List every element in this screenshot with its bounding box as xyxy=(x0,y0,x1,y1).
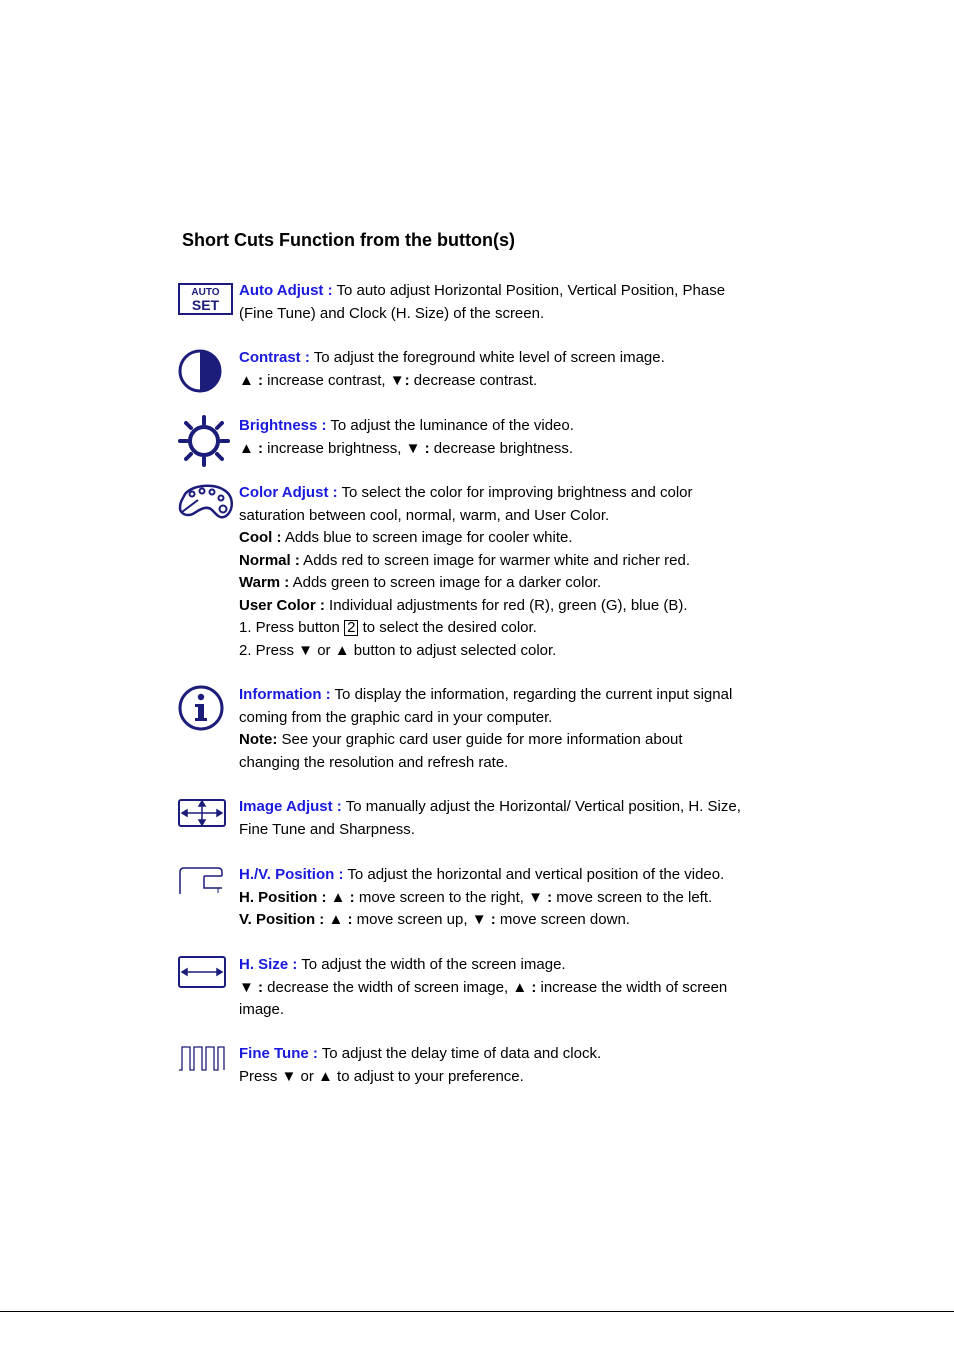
h-size-up-label: ▲ : xyxy=(512,978,537,996)
information-term: Information : xyxy=(239,686,331,703)
h-size-desc: To adjust the width of the screen image. xyxy=(297,956,566,973)
brightness-sun-icon xyxy=(178,415,232,469)
information-desc: To display the information, regarding the current input signal xyxy=(330,686,733,703)
fine-tune-desc: To adjust the delay time of data and clock. xyxy=(317,1045,602,1062)
hv-position-icon xyxy=(178,866,228,896)
step1-pre: 1. Press button xyxy=(239,619,345,636)
contrast-text xyxy=(239,347,799,392)
note-text: See your graphic card user guide for more information about xyxy=(277,731,683,748)
warm-text: Adds green to screen image for a darker color. xyxy=(289,574,602,591)
cool-label: Cool : xyxy=(239,529,282,546)
normal-text: Adds red to screen image for warmer white and richer red. xyxy=(299,551,691,569)
color-adjust-term: Color Adjust : xyxy=(239,484,338,501)
step1-post: to select the desired color. xyxy=(358,619,537,636)
h-position-mid: move screen to the right, xyxy=(354,888,529,906)
button-2-key: 2 xyxy=(344,620,358,636)
information-line4: changing the resolution and refresh rate. xyxy=(239,753,509,771)
user-color-label: User Color : xyxy=(239,596,325,614)
fine-tune-term: Fine Tune : xyxy=(239,1045,318,1062)
brightness-down-text: decrease brightness. xyxy=(429,439,574,457)
fine-tune-text xyxy=(239,1043,799,1088)
v-position-mid: move screen up, xyxy=(352,911,472,928)
image-adjust-desc: To manually adjust the Horizontal/ Vertical position, H. Size, xyxy=(341,798,741,815)
h-size-text xyxy=(239,954,799,1022)
image-adjust-term: Image Adjust : xyxy=(239,798,342,815)
hv-position-desc: To adjust the horizontal and vertical position of the video. xyxy=(343,866,725,883)
contrast-desc: To adjust the foreground white level of screen image. xyxy=(309,349,665,366)
brightness-text xyxy=(239,415,799,460)
image-adjust-icon xyxy=(178,799,228,829)
contrast-down-label: ▼: xyxy=(389,371,410,389)
user-color-text: Individual adjustments for red (R), green (G), blue (B). xyxy=(324,596,688,614)
color-adjust-line2: saturation between cool, normal, warm, and User Color. xyxy=(239,506,610,524)
auto-adjust-term: Auto Adjust : xyxy=(239,282,333,299)
auto-adjust-desc: To auto adjust Horizontal Position, Vertical Position, Phase xyxy=(332,282,726,299)
footer-rule xyxy=(0,1311,954,1312)
fine-tune-line2: Press ▼ or ▲ to adjust to your preference. xyxy=(239,1067,524,1085)
h-size-down-label: ▼ : xyxy=(239,978,264,996)
h-position-end: move screen to the left. xyxy=(552,888,713,906)
information-text xyxy=(239,684,799,774)
h-position-label: H. Position : ▲ : xyxy=(239,888,355,906)
color-adjust-desc: To select the color for improving brightness and color xyxy=(337,484,693,501)
note-label: Note: xyxy=(239,731,278,748)
information-icon xyxy=(178,685,226,733)
h-size-line3: image. xyxy=(239,1001,285,1018)
color-adjust-text xyxy=(239,482,799,662)
h-size-term: H. Size : xyxy=(239,956,298,973)
color-palette-icon xyxy=(178,482,234,522)
contrast-term: Contrast : xyxy=(239,349,310,366)
contrast-down-text: decrease contrast. xyxy=(409,371,538,389)
auto-adjust-text xyxy=(239,280,799,325)
normal-label: Normal : xyxy=(239,551,300,569)
warm-label: Warm : xyxy=(239,574,290,591)
auto-set-icon xyxy=(178,283,234,316)
auto-set-icon-bottom: SET xyxy=(191,297,220,313)
brightness-down-label: ▼ : xyxy=(405,439,430,457)
v-position-label: V. Position : ▲ : xyxy=(239,911,353,928)
auto-set-icon-top: AUTO xyxy=(191,287,220,298)
h-size-down-text: decrease the width of screen image, xyxy=(263,978,513,996)
h-size-icon xyxy=(178,956,228,990)
brightness-desc: To adjust the luminance of the video. xyxy=(326,417,574,434)
brightness-up-label: ▲ : xyxy=(239,439,264,457)
page-heading: Short Cuts Function from the button(s) xyxy=(182,230,515,250)
brightness-up-text: increase brightness, xyxy=(263,439,406,457)
step2: 2. Press ▼ or ▲ button to adjust selected color. xyxy=(239,641,557,659)
v-position-down: ▼ : xyxy=(471,911,496,928)
v-position-end: move screen down. xyxy=(495,911,630,928)
hv-position-term: H./V. Position : xyxy=(239,866,344,883)
contrast-up-text: increase contrast, xyxy=(263,371,390,389)
cool-text: Adds blue to screen image for cooler white. xyxy=(281,529,573,546)
fine-tune-icon xyxy=(178,1044,228,1072)
hv-position-text xyxy=(239,864,799,932)
auto-adjust-line2: (Fine Tune) and Clock (H. Size) of the screen. xyxy=(239,304,545,322)
contrast-up-label: ▲ : xyxy=(239,371,264,389)
h-size-up-text: increase the width of screen xyxy=(536,978,728,996)
image-adjust-text xyxy=(239,796,799,841)
image-adjust-line2: Fine Tune and Sharpness. xyxy=(239,820,415,838)
h-position-down: ▼ : xyxy=(528,888,553,906)
information-line2: coming from the graphic card in your computer. xyxy=(239,708,553,726)
brightness-term: Brightness : xyxy=(239,417,327,434)
contrast-icon xyxy=(178,349,224,395)
